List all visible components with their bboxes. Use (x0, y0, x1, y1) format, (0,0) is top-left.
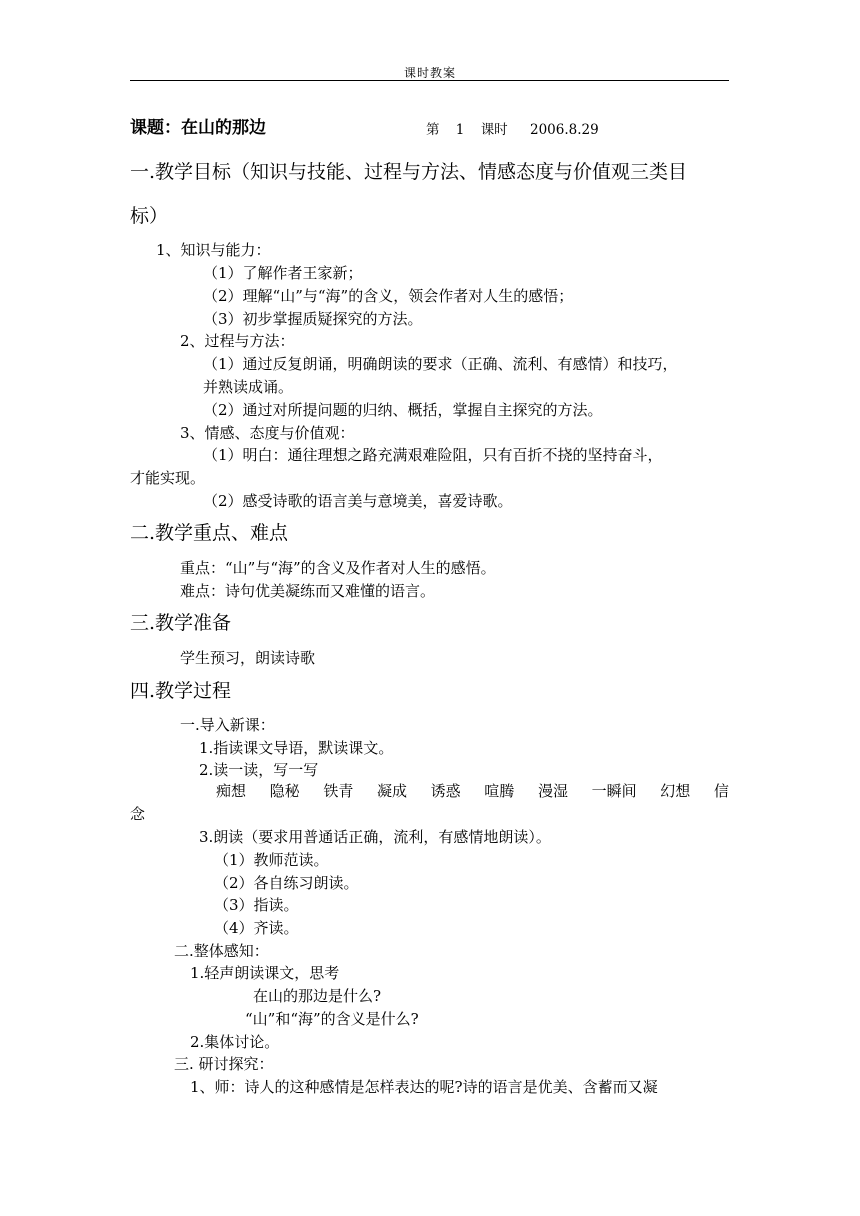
key-point: 重点：“山”与“海”的含义及作者对人生的感悟。 (180, 559, 496, 577)
preparation-text: 学生预习，朗读诗歌 (180, 649, 316, 667)
section1-heading-line1: 一.教学目标（知识与技能、过程与方法、情感态度与价值观三类目 (130, 161, 688, 183)
lesson-number-prefix: 第 (426, 122, 440, 138)
objective-1-item: （3）初步掌握质疑探究的方法。 (203, 310, 423, 328)
objective-2-item-cont: 并熟读成诵。 (203, 378, 294, 396)
vocab-word-wrap: 念 (130, 805, 146, 823)
reading-item: （1）教师范读。 (214, 851, 329, 869)
discussion-question: “山”和“海”的含义是什么? (245, 1010, 419, 1028)
objective-1-label: 1、知识与能力： (156, 241, 271, 259)
reading-item: （4）齐读。 (214, 919, 299, 937)
process-part2-label: 二.整体感知： (174, 942, 269, 960)
vocab-word: 一瞬间 (591, 782, 637, 800)
reading-item: （3）指读。 (214, 896, 299, 914)
section2-heading: 二.教学重点、难点 (130, 522, 289, 544)
lesson-date: 2006.8.29 (529, 122, 599, 138)
section1-heading-line2: 标） (130, 205, 169, 227)
process-part1-label: 一.导入新课： (180, 716, 275, 734)
objective-2-label: 2、过程与方法： (180, 332, 295, 350)
page-header: 课时教案 (403, 66, 456, 80)
objective-3-item: （2）感受诗歌的语言美与意境美，喜爱诗歌。 (203, 492, 513, 510)
section4-heading: 四.教学过程 (130, 680, 232, 702)
lesson-number-suffix: 课时 (480, 122, 508, 138)
vocab-word: 诱惑 (430, 782, 461, 800)
lesson-meta (426, 121, 599, 139)
vocab-word: 喧腾 (484, 782, 515, 800)
process-step: 2.读一读，写一写 (199, 761, 319, 779)
objective-3-item: （1）明白：通往理想之路充满艰难险阻，只有百折不挠的坚持奋斗， (203, 446, 663, 464)
vocab-list (216, 782, 729, 800)
objective-3-label: 3、情感、态度与价值观： (180, 424, 355, 442)
vocab-word: 隐秘 (269, 782, 300, 800)
discussion-question: 在山的那边是什么? (253, 987, 382, 1005)
vocab-word: 痴想 (216, 782, 247, 800)
objective-2-item: （1）通过反复朗诵，明确朗读的要求（正确、流利、有感情）和技巧， (203, 355, 678, 373)
difficult-point: 难点：诗句优美凝练而又难懂的语言。 (180, 582, 436, 600)
process-step: 2.集体讨论。 (190, 1033, 280, 1051)
process-step: 3.朗读（要求用普通话正确，流利，有感情地朗读）。 (199, 828, 551, 846)
lesson-number: 1 (455, 122, 465, 138)
process-step: 1、师：诗人的这种感情是怎样表达的呢?诗的语言是优美、含蓄而又凝 (190, 1078, 658, 1096)
lesson-title: 课题：在山的那边 (130, 118, 266, 138)
vocab-word: 信 (713, 782, 729, 800)
objective-3-item-cont: 才能实现。 (130, 469, 206, 487)
process-part3-label: 三. 研讨探究： (174, 1055, 274, 1073)
reading-item: （2）各自练习朗读。 (214, 874, 359, 892)
process-step: 1.轻声朗读课文，思考 (190, 964, 340, 982)
process-step: 1.指读课文导语，默读课文。 (199, 739, 394, 757)
objective-1-item: （2）理解“山”与“海”的含义，领会作者对人生的感悟； (203, 287, 574, 305)
vocab-word: 漫湿 (537, 782, 568, 800)
vocab-word: 凝成 (376, 782, 407, 800)
objective-2-item: （2）通过对所提问题的归纳、概括，掌握自主探究的方法。 (203, 401, 603, 419)
vocab-word: 幻想 (660, 782, 691, 800)
section3-heading: 三.教学准备 (130, 612, 232, 634)
objective-1-item: （1）了解作者王家新； (203, 264, 363, 282)
vocab-word: 铁青 (323, 782, 354, 800)
header-rule (130, 80, 729, 81)
